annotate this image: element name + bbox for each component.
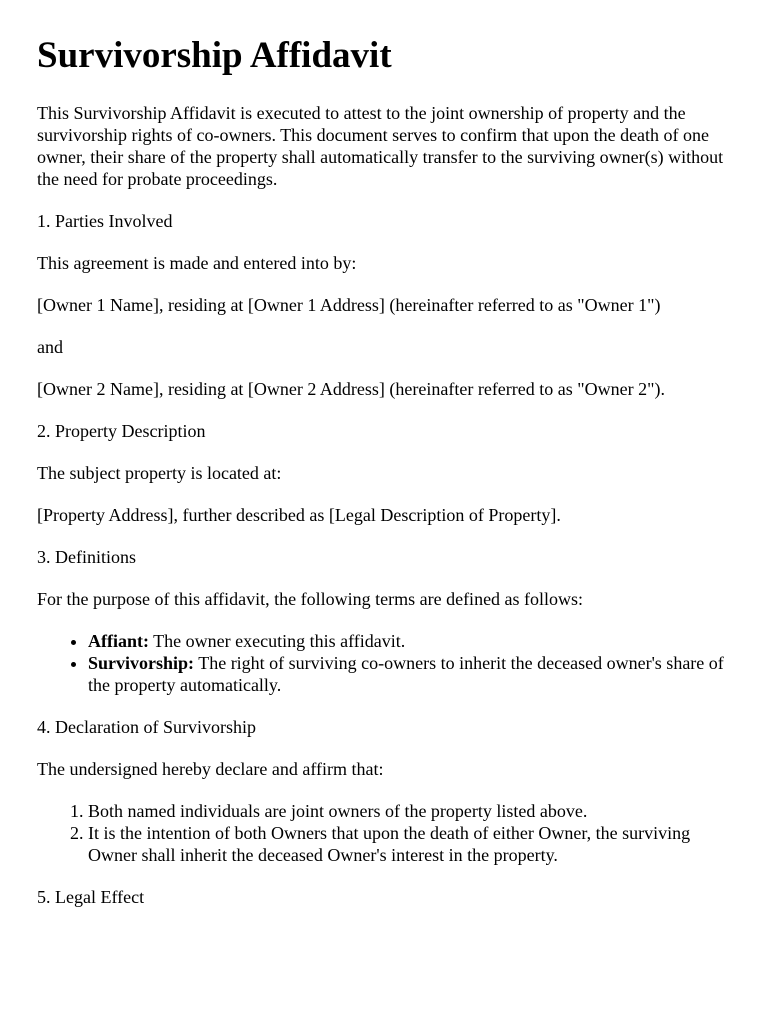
section-heading-definitions: 3. Definitions [37,547,136,567]
declaration-item: 1. Both named individuals are joint owners of the property listed above. [88,800,740,822]
section-heading-property: 2. Property Description [37,421,206,441]
property-intro: The subject property is located at: [37,463,282,483]
intro-paragraph: This Survivorship Affidavit is executed to attest to the joint ownership of property and the survivorship rights of co-owners. This document serves to confirm that upon the death of one owner, their share of the property shall automatically transfer to the surviving owner(s) without the need for probate proceedings. [37,103,724,189]
definitions-list [37,630,740,696]
owner-1-clause: [Owner 1 Name], residing at [Owner 1 Address] (hereinafter referred to as "Owner 1") [37,295,661,315]
definition-text: The right of surviving co-owners to inherit the deceased owner's share of the property automatically. [88,653,724,695]
section-heading-parties: 1. Parties Involved [37,211,173,231]
property-address: [Property Address], further described as [Legal Description of Property]. [37,505,561,525]
declaration-item: 2. It is the intention of both Owners that upon the death of either Owner, the surviving Owner shall inherit the deceased Owner's interest in the property. [88,822,740,866]
parties-intro: This agreement is made and entered into by: [37,253,357,273]
conjunction-and: and [37,337,63,357]
document-title: Survivorship Affidavit [37,35,392,76]
section-heading-legal-effect: 5. Legal Effect [37,887,145,907]
declaration-list [37,800,740,866]
definition-term: Survivorship: [88,653,195,673]
definition-text: The owner executing this affidavit. [149,631,406,651]
definitions-intro: For the purpose of this affidavit, the following terms are defined as follows: [37,589,584,609]
owner-2-clause: [Owner 2 Name], residing at [Owner 2 Address] (hereinafter referred to as "Owner 2"). [37,379,665,399]
declaration-intro: The undersigned hereby declare and affirm that: [37,759,384,779]
section-heading-declaration: 4. Declaration of Survivorship [37,717,256,737]
definition-item [88,652,740,696]
definition-term: Affiant: [88,631,149,651]
definition-item [88,630,740,652]
